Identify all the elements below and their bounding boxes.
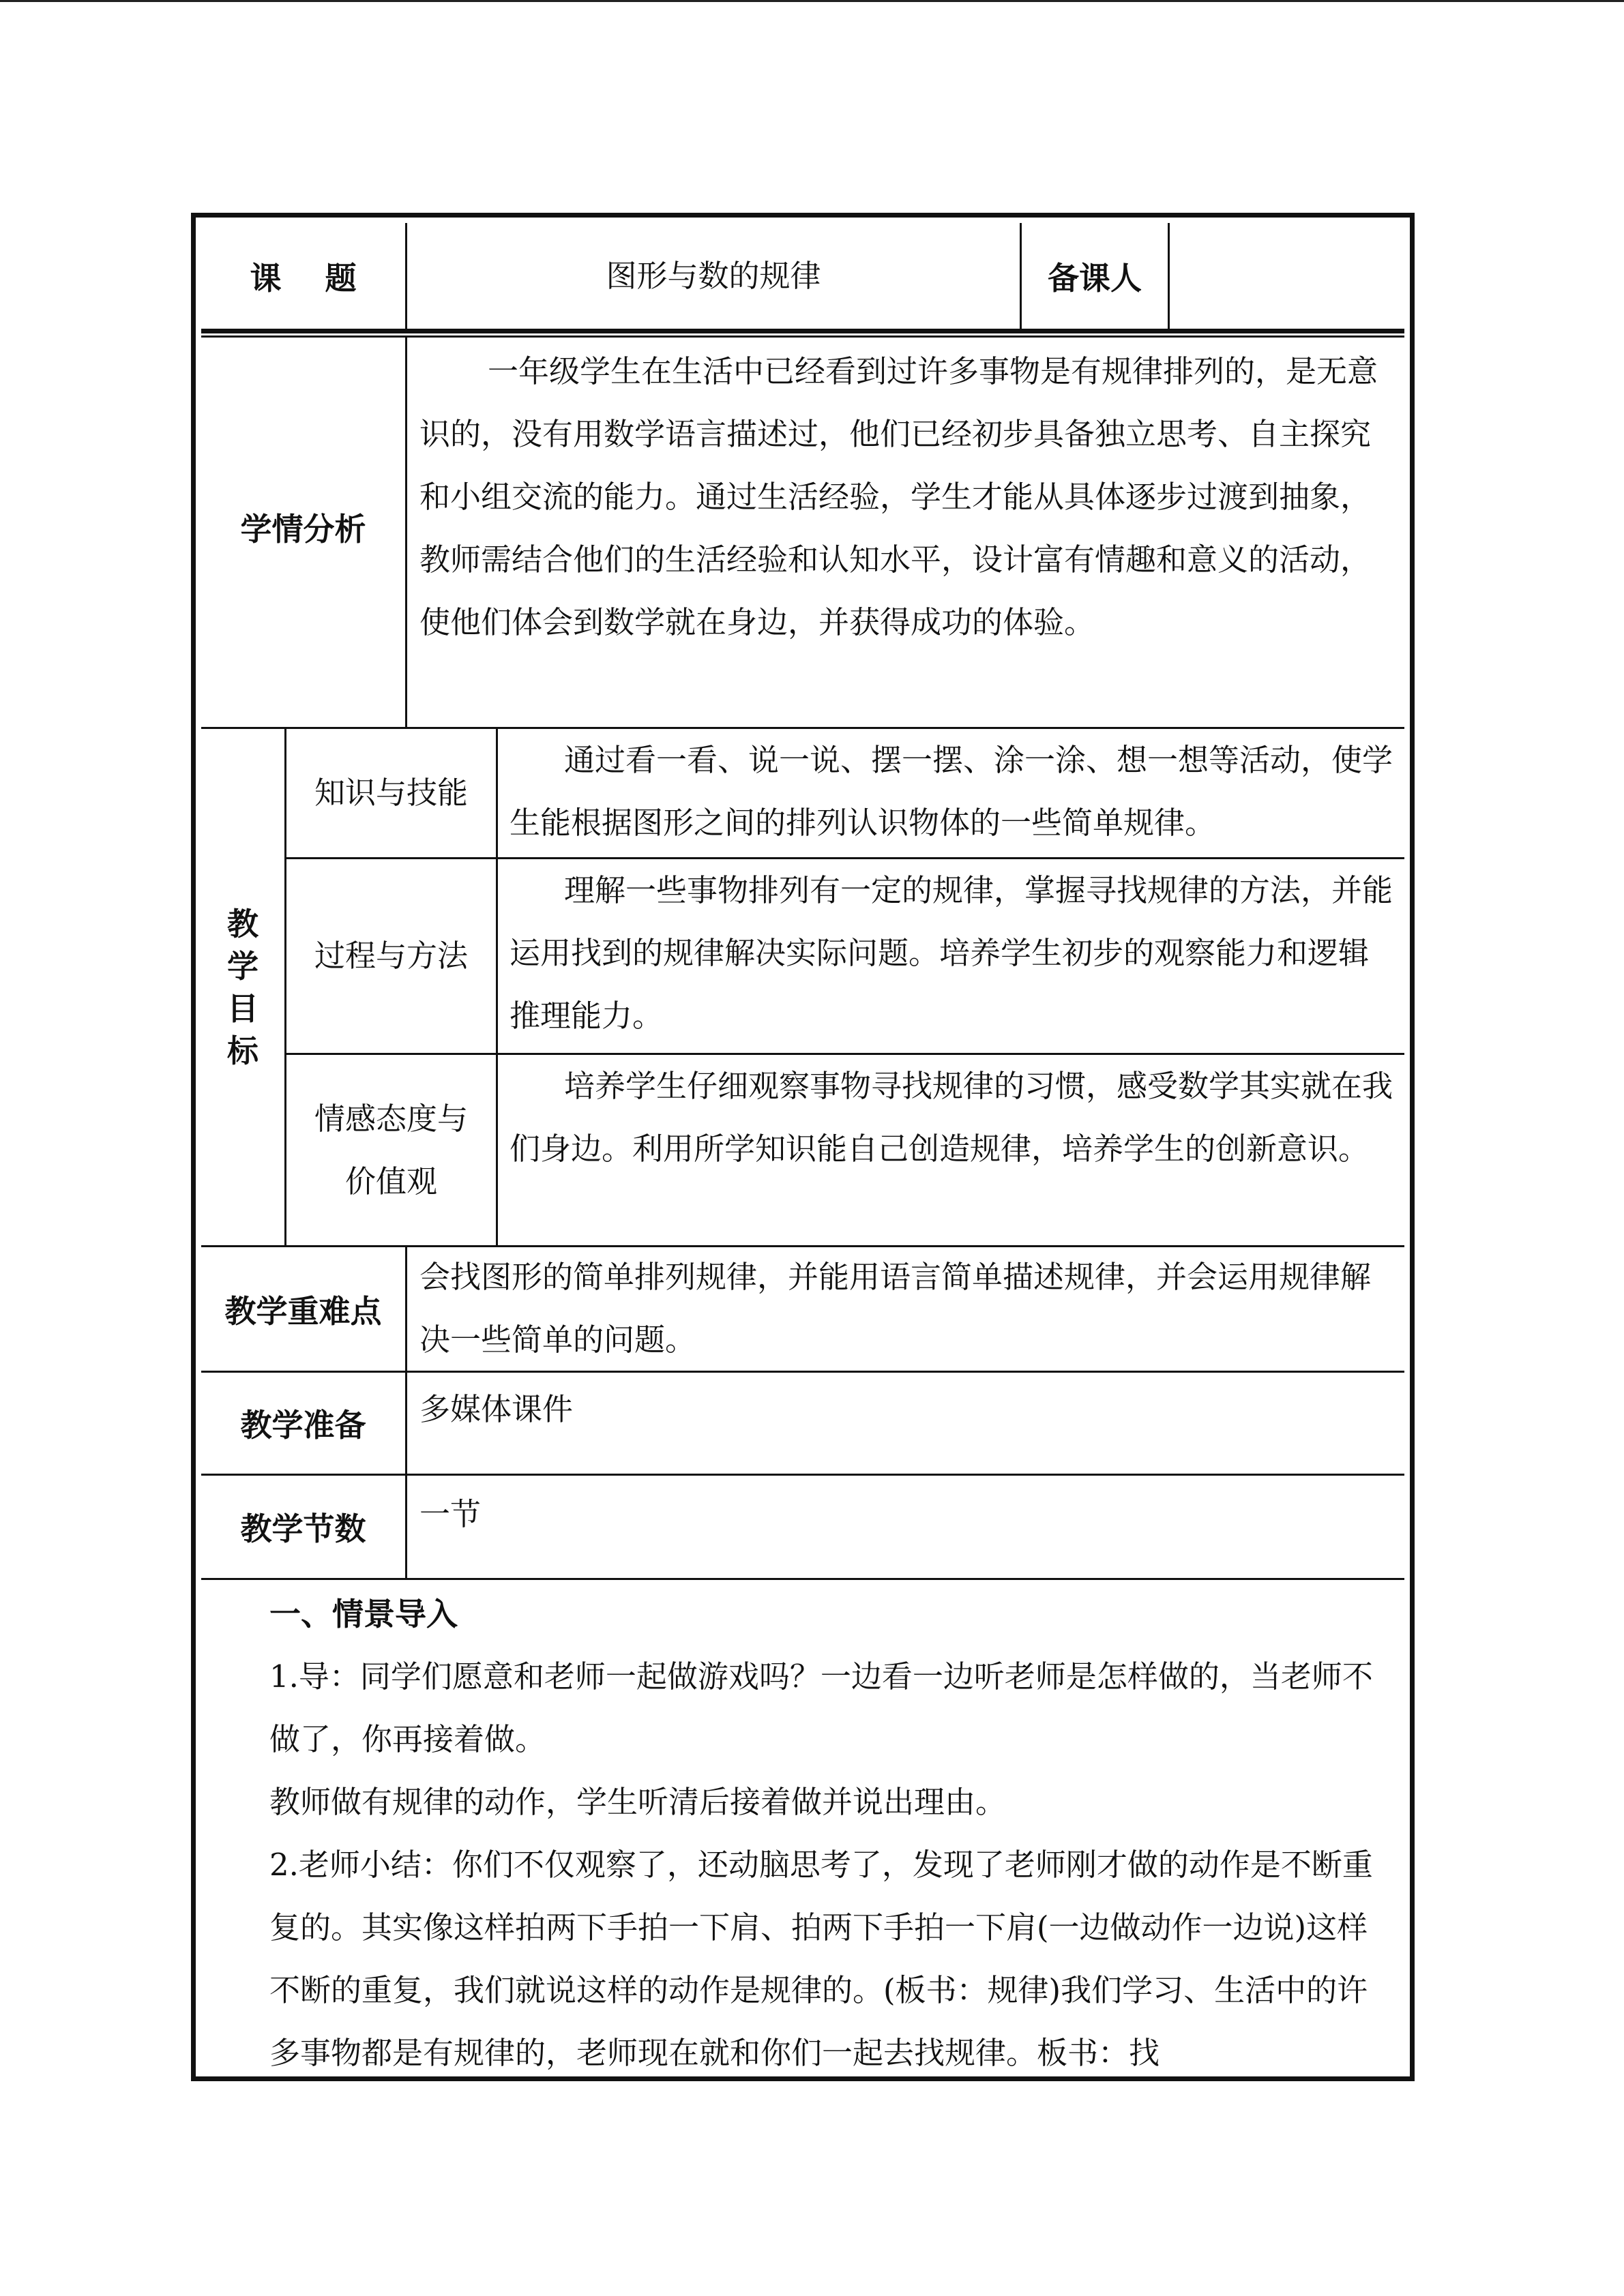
analysis-divider — [405, 338, 407, 727]
sessions-label: 教学节数 — [240, 1510, 366, 1547]
table-inner — [201, 223, 1404, 2076]
goals-divider-1 — [284, 729, 286, 1245]
analysis-label: 学情分析 — [240, 511, 366, 548]
header-divider-3 — [1168, 223, 1170, 329]
header-divider-1 — [405, 223, 407, 329]
knowledge-label: 知识与技能 — [314, 775, 468, 811]
preparer-value — [1170, 223, 1402, 329]
sessions-text: 一节 — [419, 1496, 482, 1532]
emotion-text: 培养学生仔细观察事物寻找规律的习惯，感受数学其实就在我们身边。利用所学知识能自己创造规律，培养学生的创新意识。 — [510, 1068, 1393, 1167]
header-bottom-border-inner — [201, 336, 1404, 338]
goals-label-char-3: 目 — [227, 989, 259, 1027]
analysis-text: 一年级学生在生活中已经看到过许多事物是有规律排列的，是无意识的，没有用数学语言描述过，他们已经初步具备独立思考、自主探究和小组交流的能力。通过生活经验，学生才能从具体逐步过渡到抽象，教师需结合他们的生活经验和认知水平，设计富有情趣和意义的活动，使他们体会到数学就在身边，并获得成功的体验。 — [419, 353, 1378, 640]
goals-label-char-4: 标 — [227, 1032, 259, 1069]
goals-bottom-border — [201, 1245, 1404, 1247]
page-top-border — [0, 0, 1624, 2]
goals-row-border-2 — [284, 1053, 1404, 1055]
preparation-label: 教学准备 — [240, 1407, 366, 1444]
key-points-label: 教学重难点 — [224, 1292, 382, 1330]
key-points-text: 会找图形的简单排列规律，并能用语言简单描述规律，并会运用规律解决一些简单的问题。 — [419, 1259, 1372, 1358]
preparer-label: 备课人 — [1048, 259, 1142, 297]
process-label: 过程与方法 — [314, 938, 468, 974]
goals-divider-2 — [496, 729, 498, 1245]
emotion-label-line1: 情感态度与 — [314, 1100, 468, 1137]
process-paragraph-2: 教师做有规律的动作，学生听清后接着做并说出理由。 — [269, 1784, 1007, 1820]
emotion-label-line2: 价值观 — [344, 1163, 437, 1199]
goals-label — [201, 729, 284, 1245]
header-divider-2 — [1020, 223, 1022, 329]
goals-row-border-1 — [284, 857, 1404, 859]
process-paragraph-1: 1.导：同学们愿意和老师一起做游戏吗？一边看一边听老师是怎样做的，当老师不做了，你再接着做。 — [269, 1658, 1373, 1757]
goals-label-char-2: 学 — [227, 947, 259, 985]
knowledge-text: 通过看一看、说一说、摆一摆、涂一涂、想一想等活动，使学生能根据图形之间的排列认识物体的一些简单规律。 — [510, 742, 1393, 841]
lesson-plan-table — [191, 213, 1415, 2081]
process-body — [269, 1583, 1395, 2085]
section-title: 一、情景导入 — [269, 1596, 458, 1632]
header-bottom-border — [201, 329, 1404, 333]
keypoints-divider — [405, 1247, 407, 1578]
topic-label: 课 题 — [250, 259, 357, 297]
preparation-bottom-border — [201, 1474, 1404, 1476]
process-paragraph-3: 2.老师小结：你们不仅观察了，还动脑思考了，发现了老师刚才做的动作是不断重复的。其实像这样拍两下手拍一下肩、拍两下手拍一下肩(一边做动作一边说)这样不断的重复，我们就说这样的动作是规律的。(板书：规律)我们学习、生活中的许多事物都是有规律的，老师现在就和你们一起去找规律。板书：找 — [269, 1847, 1373, 2071]
topic-value: 图形与数的规律 — [606, 257, 821, 294]
analysis-bottom-border — [201, 727, 1404, 729]
preparation-text: 多媒体课件 — [419, 1391, 574, 1427]
emotion-label — [286, 1055, 496, 1245]
process-text: 理解一些事物排列有一定的规律，掌握寻找规律的方法，并能运用找到的规律解决实际问题。培养学生初步的观察能力和逻辑推理能力。 — [510, 872, 1393, 1034]
keypoints-bottom-border — [201, 1371, 1404, 1373]
goals-label-char-1: 教 — [227, 905, 259, 942]
sessions-bottom-border — [201, 1578, 1404, 1580]
